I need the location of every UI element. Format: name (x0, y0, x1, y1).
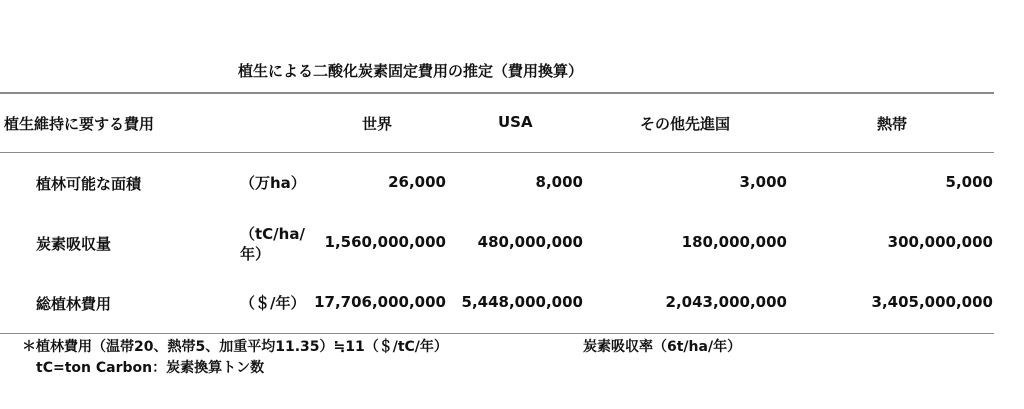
footnote-absorption-rate: 炭素吸収率（6t/ha/年） (583, 339, 742, 355)
table-cell: 8,000 (535, 173, 583, 191)
footnote-planting-cost: ＊植林費用（温帯20、熱帯5、加重平均11.35）≒11（＄/tC/年） (22, 339, 448, 355)
header-divider (0, 152, 994, 153)
table-cell: 300,000,000 (887, 233, 993, 251)
table-cell: 2,043,000,000 (665, 293, 787, 311)
row-unit-plantable-area: （万ha） (240, 174, 306, 192)
column-header-other-developed: その他先進国 (640, 115, 731, 133)
table-cell: 1,560,000,000 (324, 233, 446, 251)
column-header-usa: USA (498, 113, 533, 131)
row-unit-line: 年） (240, 245, 271, 263)
row-label-carbon-absorption: 炭素吸収量 (36, 235, 112, 253)
column-header-world: 世界 (362, 115, 393, 133)
table-top-rule (0, 92, 994, 94)
table-cell: 17,706,000,000 (314, 293, 446, 311)
row-unit-carbon-absorption (240, 224, 305, 264)
footnote-tc-definition: tC=ton Carbon：炭素換算トン数 (36, 360, 265, 376)
page-title: 植生による二酸化炭素固定費用の推定（費用換算） (238, 62, 584, 80)
table-cell: 5,448,000,000 (461, 293, 583, 311)
row-unit-total-planting-cost: （＄/年） (240, 294, 306, 312)
row-label-plantable-area: 植林可能な面積 (36, 175, 142, 193)
header-row-label: 植生維持に要する費用 (4, 115, 155, 133)
row-label-total-planting-cost: 総植林費用 (36, 295, 112, 313)
table-bottom-rule (0, 333, 994, 334)
row-unit-line: （tC/ha/ (240, 225, 305, 243)
table-cell: 3,000 (739, 173, 787, 191)
table-cell: 180,000,000 (681, 233, 787, 251)
table-cell: 480,000,000 (477, 233, 583, 251)
column-header-tropics: 熱帯 (877, 115, 908, 133)
table-cell: 3,405,000,000 (871, 293, 993, 311)
table-cell: 5,000 (945, 173, 993, 191)
table-cell: 26,000 (388, 173, 446, 191)
